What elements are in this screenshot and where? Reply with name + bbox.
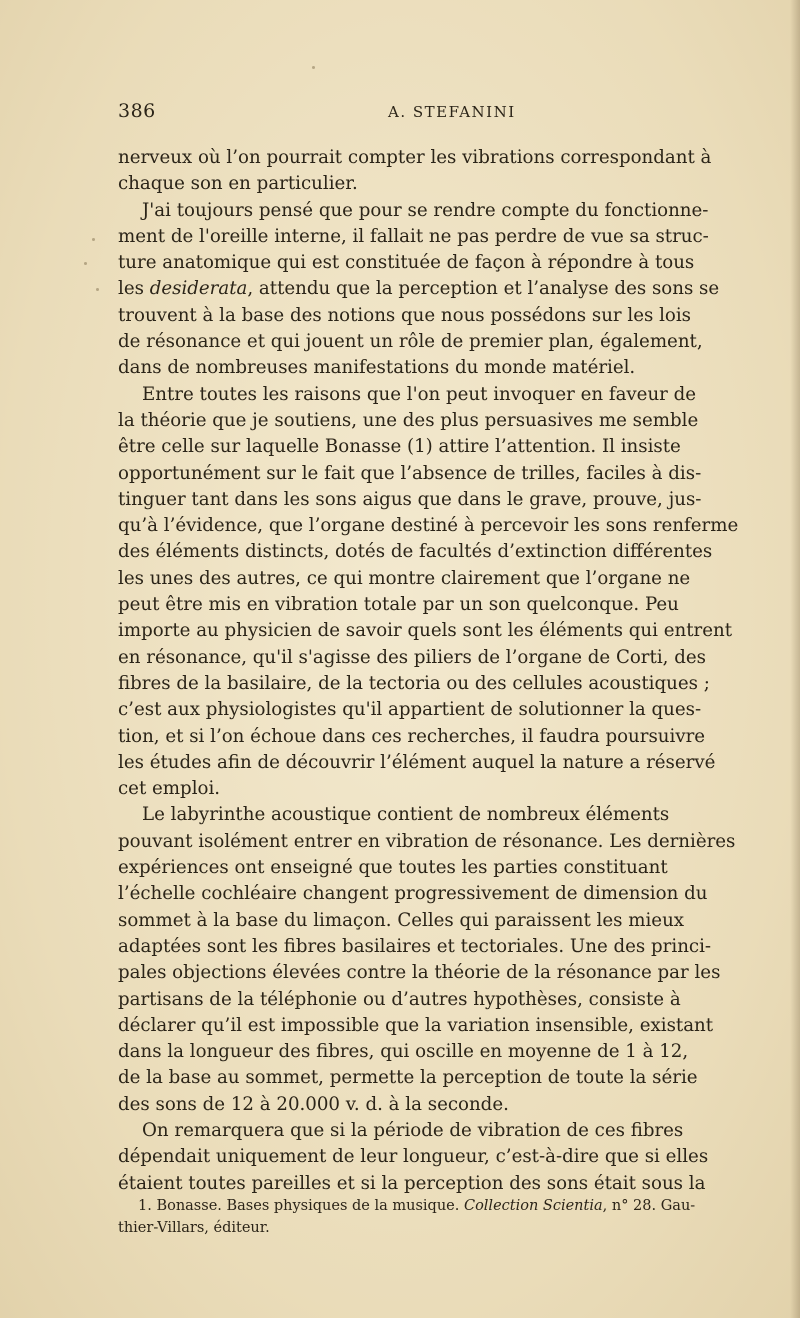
text-fragment: , n° 28. Gau- (602, 1198, 696, 1214)
text-line: dans la longueur des fibres, qui oscille en moyenne de 1 à 12, (118, 1041, 689, 1063)
text-fragment: 1. Bonasse. Bases physiques de la musique. (138, 1198, 464, 1214)
text-line: opportunément sur le fait que l’absence de trilles, faciles à dis- (118, 462, 702, 484)
italic-title: Collection Scientia (463, 1198, 603, 1214)
text-line: expériences ont enseigné que toutes les parties constituant (118, 857, 668, 879)
paper-speck (96, 288, 99, 291)
text-line: de la base au sommet, permette la perception de toute la série (118, 1067, 698, 1089)
text-line: dans de nombreuses manifestations du monde matériel. (118, 357, 636, 379)
page-number: 386 (118, 100, 156, 122)
text-line: adaptées sont les fibres basilaires et tectoriales. Une des princi- (118, 935, 712, 957)
text-line: dépendait uniquement de leur longueur, c’est-à-dire que si elles (118, 1146, 709, 1168)
paragraph-5 (118, 1118, 783, 1197)
text-line: Le labyrinthe acoustique contient de nombreux éléments (142, 804, 670, 826)
footnote-line (118, 1195, 783, 1217)
page-header (118, 100, 783, 126)
running-head: A. STEFANINI (388, 103, 516, 121)
text-line: la théorie que je soutiens, une des plus persuasives me semble (118, 409, 699, 431)
paper-speck (84, 262, 87, 265)
text-line: sommet à la base du limaçon. Celles qui paraissent les mieux (118, 909, 685, 931)
text-line: pales objections élevées contre la théorie de la résonance par les (118, 962, 721, 984)
text-line: cet emploi. (118, 778, 221, 800)
text-line: qu’à l’évidence, que l’organe destiné à percevoir les sons renferme (118, 515, 739, 537)
text-line: en résonance, qu'il s'agisse des piliers de l’organe de Corti, des (118, 646, 706, 668)
text-line: J'ai toujours pensé que pour se rendre compte du fonctionne- (142, 199, 709, 221)
text-line: pouvant isolément entrer en vibration de résonance. Les dernières (118, 830, 736, 852)
text-line: fibres de la basilaire, de la tectoria ou des cellules acoustiques ; (118, 672, 710, 694)
text-line: ture anatomique qui est constituée de façon à répondre à tous (118, 252, 695, 274)
text-line: chaque son en particulier. (118, 173, 358, 195)
body-text (118, 145, 783, 1197)
text-line: ment de l'oreille interne, il fallait ne pas perdre de vue sa struc- (118, 225, 709, 247)
page-edge-shadow (790, 0, 800, 1318)
text-line: de résonance et qui jouent un rôle de premier plan, également, (118, 331, 703, 353)
text-line: partisans de la téléphonie ou d’autres hypothèses, consiste à (118, 988, 681, 1010)
text-line: c’est aux physiologistes qu'il appartient de solutionner la ques- (118, 699, 702, 721)
text-line: Entre toutes les raisons que l'on peut invoquer en faveur de (142, 383, 697, 405)
footnote-line: thier-Villars, éditeur. (118, 1220, 270, 1236)
text-line: des sons de 12 à 20.000 v. d. à la seconde. (118, 1093, 509, 1115)
footnote (118, 1195, 783, 1239)
text-line: tinguer tant dans les sons aigus que dans le grave, prouve, jus- (118, 488, 702, 510)
text-line: peut être mis en vibration totale par un son quelconque. Peu (118, 594, 679, 616)
text-fragment: , attendu que la perception et l’analyse des sons se (247, 278, 720, 300)
paragraph-3 (118, 382, 783, 803)
text-line: les unes des autres, ce qui montre clairement que l’organe ne (118, 567, 691, 589)
text-line: importe au physicien de savoir quels sont les éléments qui entrent (118, 620, 733, 642)
text-line: tion, et si l’on échoue dans ces recherches, il faudra poursuivre (118, 725, 706, 747)
text-line: étaient toutes pareilles et si la perception des sons était sous la (118, 1172, 706, 1194)
paragraph-2 (118, 198, 783, 382)
paragraph-1 (118, 145, 783, 198)
text-line: trouvent à la base des notions que nous possédons sur les lois (118, 304, 691, 326)
paragraph-4 (118, 802, 783, 1118)
text-fragment: les (118, 278, 150, 300)
paper-speck (92, 238, 95, 241)
text-line: être celle sur laquelle Bonasse (1) attire l’attention. Il insiste (118, 436, 681, 458)
text-line: déclarer qu’il est impossible que la variation insensible, existant (118, 1014, 714, 1036)
paper-speck (312, 66, 315, 69)
text-line: des éléments distincts, dotés de facultés d’extinction différentes (118, 541, 713, 563)
text-line: les études afin de découvrir l’élément auquel la nature a réservé (118, 751, 716, 773)
text-line: On remarquera que si la période de vibration de ces fibres (142, 1119, 684, 1141)
text-line: nerveux où l’on pourrait compter les vibrations correspondant à (118, 147, 712, 168)
italic-term: desiderata (149, 278, 248, 300)
text-line: l’échelle cochléaire changent progressivement de dimension du (118, 883, 708, 905)
text-line (118, 276, 783, 302)
